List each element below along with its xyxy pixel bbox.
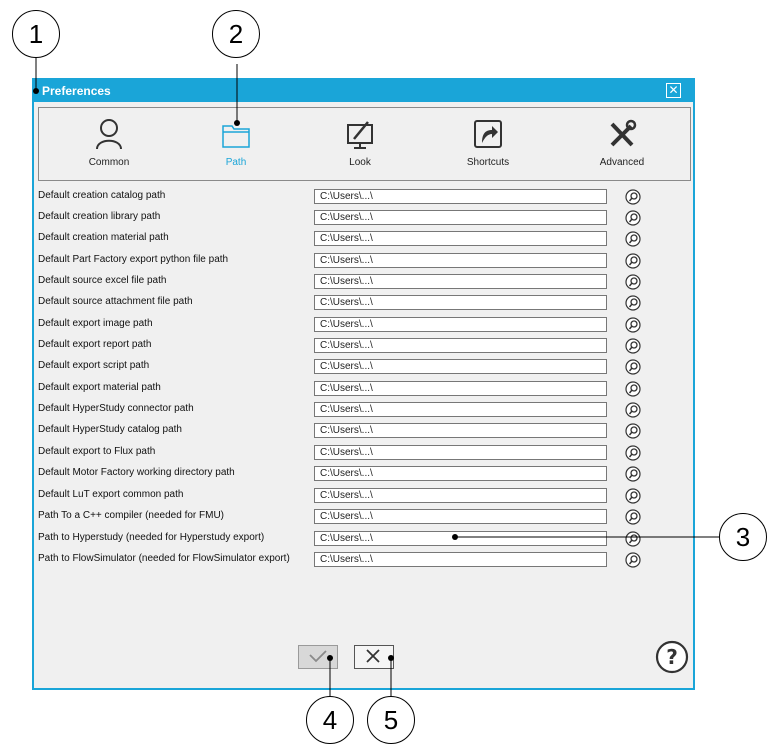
path-label: Default source attachment file path [38, 296, 193, 307]
path-row [38, 273, 658, 291]
path-input[interactable] [314, 253, 607, 268]
path-label: Default Motor Factory working directory path [38, 467, 235, 478]
path-label: Default source excel file path [38, 275, 167, 286]
path-input[interactable] [314, 531, 607, 546]
ok-button[interactable] [298, 645, 338, 669]
callout-3: 3 [719, 513, 767, 561]
path-input[interactable] [314, 402, 607, 417]
browse-icon[interactable] [625, 253, 641, 269]
path-label: Path to FlowSimulator (needed for FlowSimulator export) [38, 553, 290, 564]
path-row [38, 188, 658, 206]
browse-icon[interactable] [625, 552, 641, 568]
callout-1: 1 [12, 10, 60, 58]
path-label: Default HyperStudy catalog path [38, 424, 182, 435]
browse-icon[interactable] [625, 210, 641, 226]
browse-icon[interactable] [625, 338, 641, 354]
browse-icon[interactable] [625, 402, 641, 418]
preferences-window [32, 78, 695, 690]
tab-path-label: Path [225, 157, 247, 168]
path-row [38, 530, 658, 548]
browse-icon[interactable] [625, 488, 641, 504]
close-button[interactable]: ✕ [666, 83, 681, 98]
browse-icon[interactable] [625, 381, 641, 397]
browse-icon[interactable] [625, 531, 641, 547]
browse-icon[interactable] [625, 231, 641, 247]
path-label: Default export to Flux path [38, 446, 156, 457]
path-row [38, 508, 658, 526]
path-row [38, 294, 658, 312]
path-input[interactable] [314, 274, 607, 289]
path-label: Default LuT export common path [38, 489, 184, 500]
tab-shortcuts-label: Shortcuts [466, 157, 510, 168]
browse-icon[interactable] [625, 466, 641, 482]
path-input[interactable] [314, 445, 607, 460]
category-toolbar [38, 107, 691, 181]
tools-icon [607, 118, 637, 150]
browse-icon[interactable] [625, 445, 641, 461]
path-label: Default export material path [38, 382, 161, 393]
tab-shortcuts[interactable] [458, 108, 518, 180]
browse-icon[interactable] [625, 317, 641, 333]
path-label: Default export image path [38, 318, 153, 329]
path-row [38, 209, 658, 227]
callout-2: 2 [212, 10, 260, 58]
title-bar [34, 80, 693, 102]
path-label: Default creation library path [38, 211, 161, 222]
browse-icon[interactable] [625, 423, 641, 439]
tab-common-label: Common [88, 157, 130, 168]
path-row [38, 337, 658, 355]
cancel-button[interactable] [354, 645, 394, 669]
tab-advanced[interactable] [592, 108, 652, 180]
path-input[interactable] [314, 488, 607, 503]
folder-icon [221, 118, 251, 150]
person-icon [95, 118, 123, 150]
path-row [38, 380, 658, 398]
path-input[interactable] [314, 381, 607, 396]
browse-icon[interactable] [625, 189, 641, 205]
path-row [38, 252, 658, 270]
path-label: Default creation catalog path [38, 190, 166, 201]
browse-icon[interactable] [625, 295, 641, 311]
path-row [38, 358, 658, 376]
path-label: Default HyperStudy connector path [38, 403, 194, 414]
browse-icon[interactable] [625, 359, 641, 375]
path-input[interactable] [314, 466, 607, 481]
tab-path[interactable] [206, 108, 266, 180]
path-label: Default export report path [38, 339, 152, 350]
browse-icon[interactable] [625, 274, 641, 290]
path-label: Default creation material path [38, 232, 169, 243]
svg-text:?: ? [666, 645, 678, 669]
tab-look[interactable] [330, 108, 390, 180]
path-input[interactable] [314, 295, 607, 310]
path-row [38, 487, 658, 505]
path-input[interactable] [314, 552, 607, 567]
browse-icon[interactable] [625, 509, 641, 525]
path-row [38, 444, 658, 462]
path-label: Default export script path [38, 360, 150, 371]
monitor-pen-icon [345, 118, 375, 150]
tab-common[interactable] [79, 108, 139, 180]
path-input[interactable] [314, 359, 607, 374]
callout-5: 5 [367, 696, 415, 744]
path-input[interactable] [314, 509, 607, 524]
path-input[interactable] [314, 317, 607, 332]
cross-icon [355, 646, 392, 667]
shortcut-arrow-icon [473, 118, 503, 150]
tab-advanced-label: Advanced [599, 157, 645, 168]
tab-look-label: Look [349, 157, 371, 168]
path-row [38, 230, 658, 248]
path-input[interactable] [314, 189, 607, 204]
path-input[interactable] [314, 210, 607, 225]
path-input[interactable] [314, 423, 607, 438]
window-title: Preferences [42, 84, 111, 98]
path-row [38, 465, 658, 483]
help-icon[interactable] [655, 640, 689, 674]
path-row [38, 551, 658, 569]
path-label: Path to Hyperstudy (needed for Hyperstudy export) [38, 532, 265, 543]
path-row [38, 401, 658, 419]
checkmark-icon [299, 646, 336, 667]
path-row [38, 316, 658, 334]
path-input[interactable] [314, 338, 607, 353]
callout-4: 4 [306, 696, 354, 744]
path-input[interactable] [314, 231, 607, 246]
path-label: Path To a C++ compiler (needed for FMU) [38, 510, 225, 521]
path-row [38, 422, 658, 440]
path-label: Default Part Factory export python file path [38, 254, 229, 265]
